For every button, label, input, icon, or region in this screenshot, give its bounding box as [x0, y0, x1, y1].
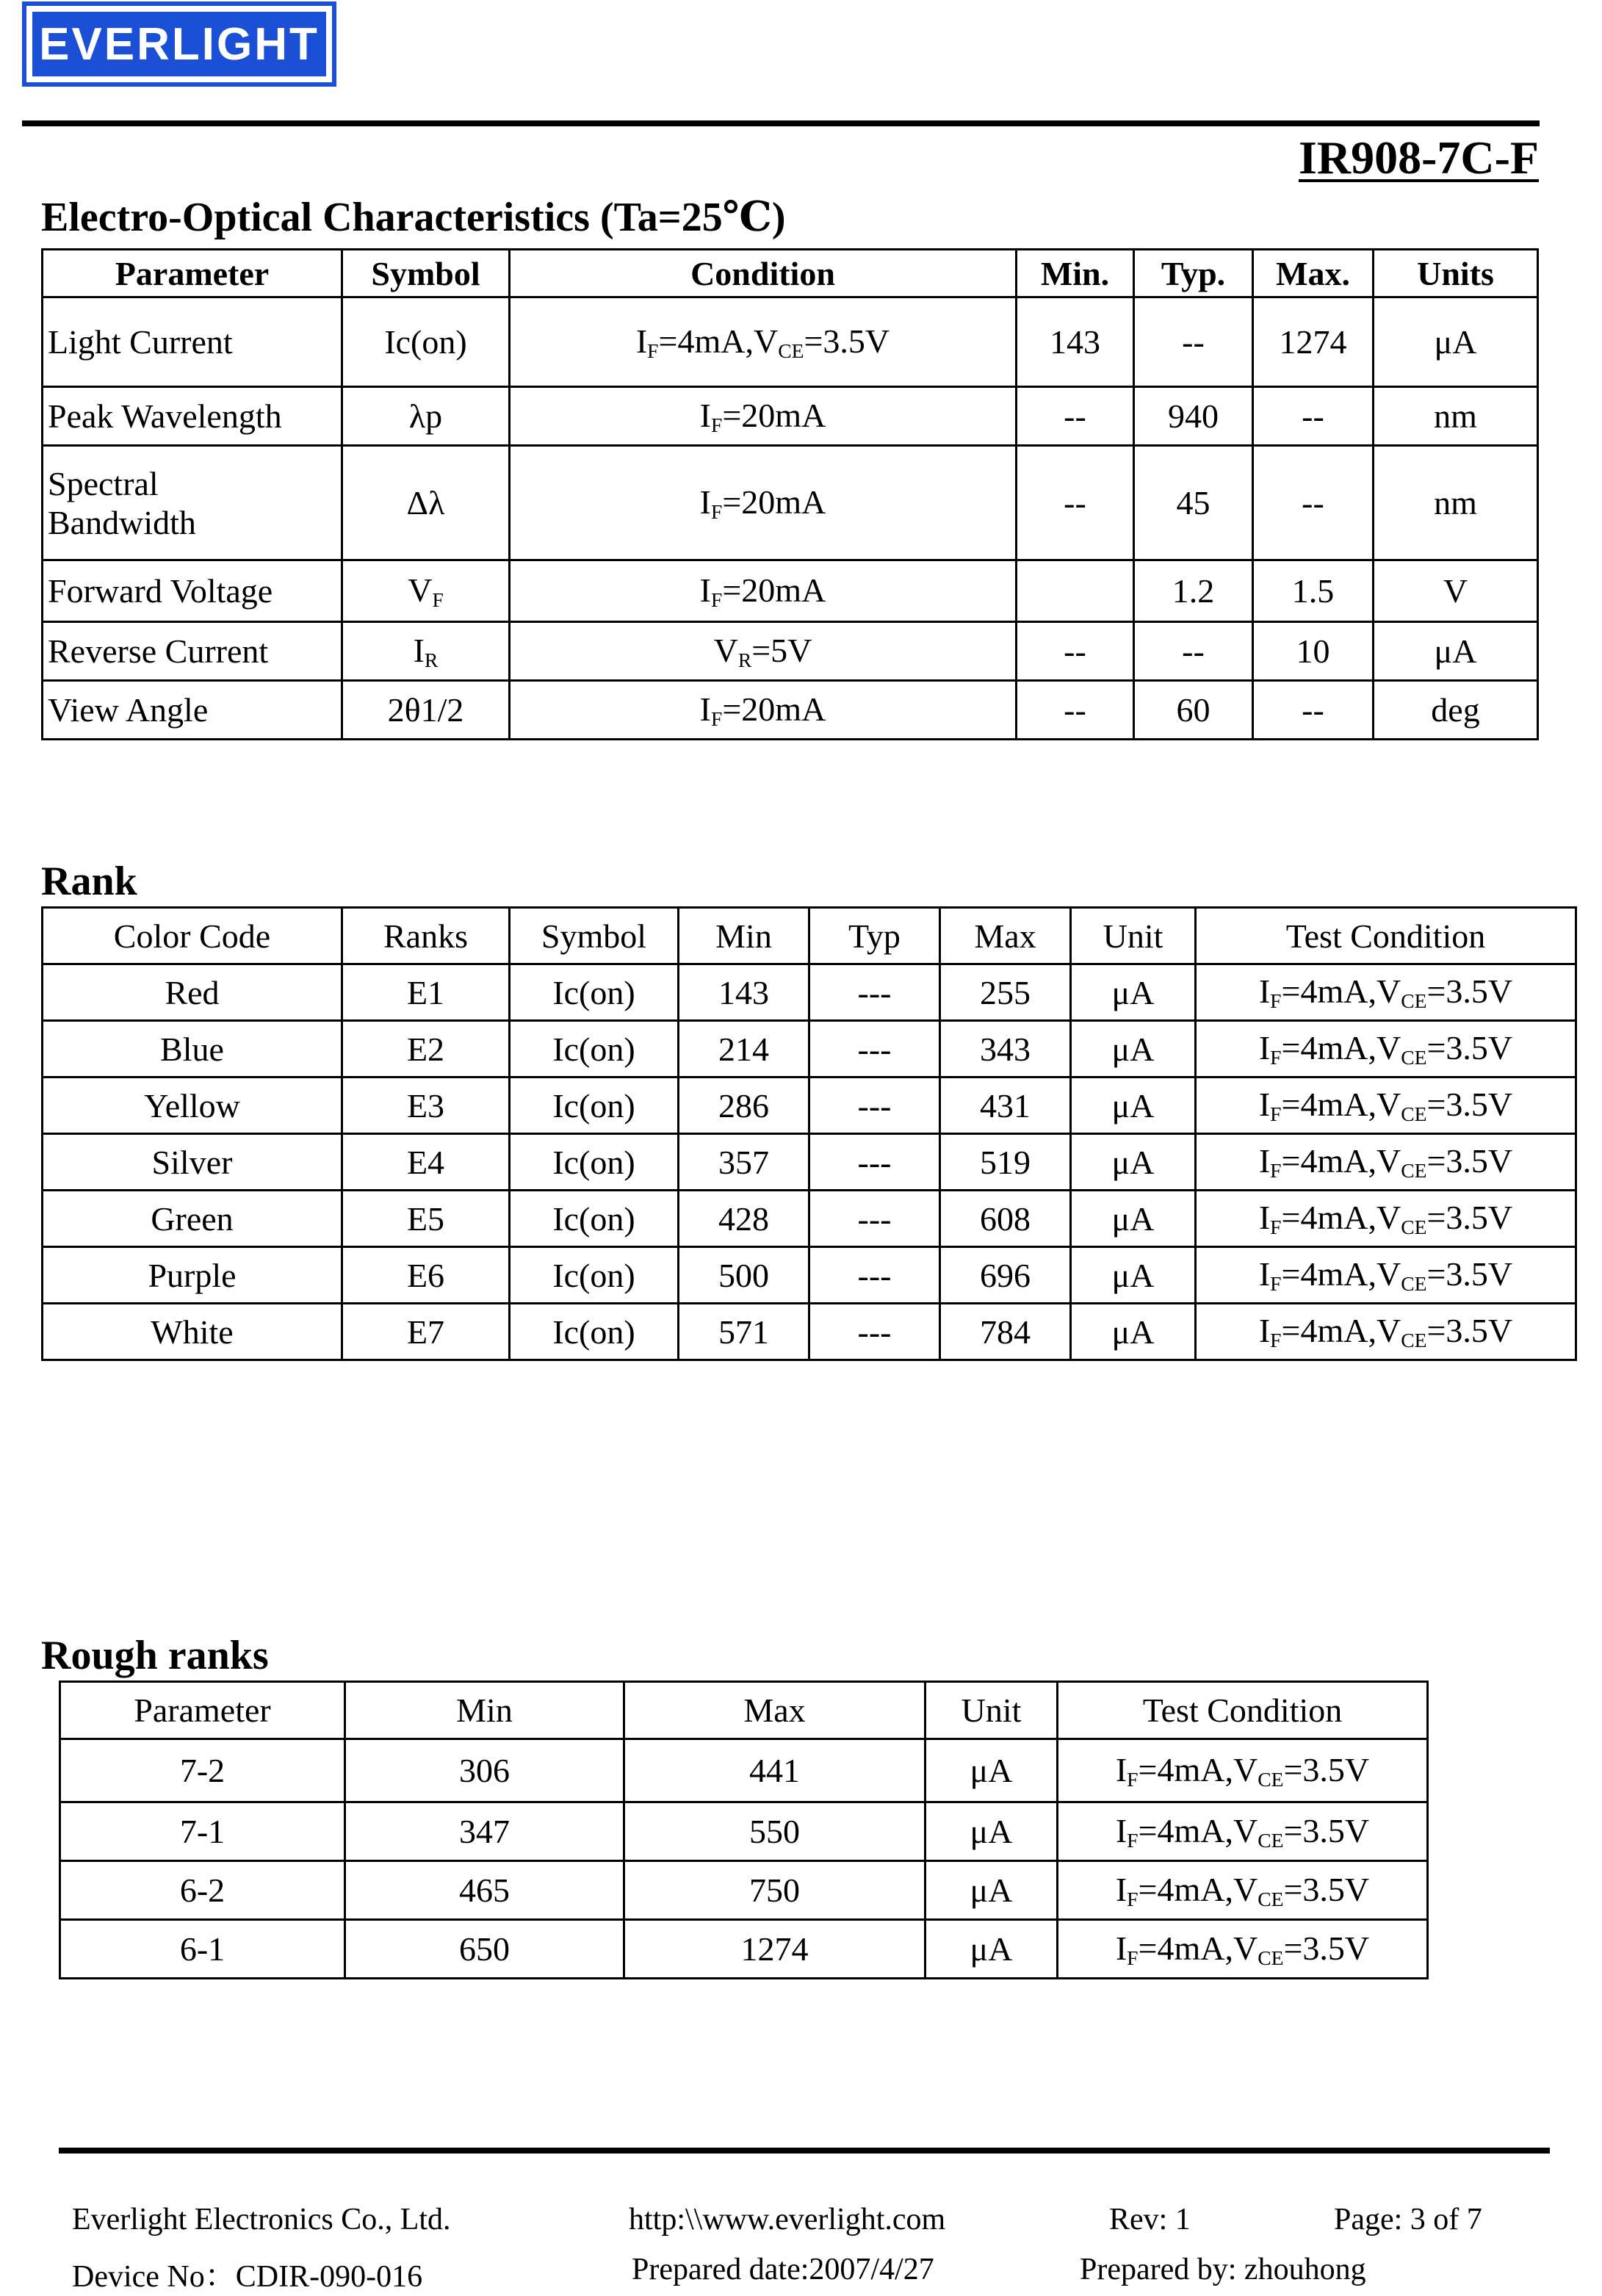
min-cell: 571 — [679, 1304, 809, 1360]
parameter-cell: 7-1 — [60, 1802, 345, 1861]
unit-cell: μA — [1071, 964, 1196, 1021]
rank-table — [41, 906, 1577, 1361]
unit-cell: V — [1374, 560, 1538, 622]
header-cell: Color Code — [43, 908, 342, 964]
test-condition-cell: $I_F=4mA,V_{CE}=3.5V$ — [1196, 964, 1576, 1021]
footer-company: Everlight Electronics Co., Ltd. — [72, 2203, 451, 2237]
rank-cell: E1 — [342, 964, 510, 1021]
max-cell: 519 — [940, 1134, 1071, 1191]
symbol-cell: Ic(on) — [510, 1191, 679, 1247]
header-cell: Min. — [1017, 250, 1134, 297]
symbol-cell: 2θ1/2 — [342, 681, 510, 740]
condition-cell: $I_F=20mA$ — [510, 560, 1017, 622]
min-cell: 465 — [345, 1861, 624, 1920]
min-cell: 143 — [1017, 297, 1134, 387]
header-cell: Symbol — [510, 908, 679, 964]
table-header-row — [43, 250, 1538, 297]
parameter-cell: 6-2 — [60, 1861, 345, 1920]
max-cell: 1274 — [624, 1920, 926, 1979]
typ-cell: 45 — [1134, 446, 1253, 560]
unit-cell: μA — [1071, 1304, 1196, 1360]
header-cell: Typ. — [1134, 250, 1253, 297]
table-row — [60, 1802, 1428, 1861]
max-cell: 441 — [624, 1739, 926, 1802]
test-condition-cell: $I_F=4mA,V_{CE}=3.5V$ — [1196, 1247, 1576, 1304]
color-code-cell: Yellow — [43, 1077, 342, 1134]
min-cell: -- — [1017, 446, 1134, 560]
unit-cell: nm — [1374, 446, 1538, 560]
test-condition-cell: $I_F=4mA,V_{CE}=3.5V$ — [1196, 1077, 1576, 1134]
table-row — [43, 297, 1538, 387]
condition-cell: $I_F=20mA$ — [510, 681, 1017, 740]
header-cell: Test Condition — [1196, 908, 1576, 964]
footer-page: Page: 3 of 7 — [1334, 2203, 1482, 2237]
test-condition-cell: $I_F=4mA,V_{CE}=3.5V$ — [1196, 1021, 1576, 1077]
min-cell: -- — [1017, 622, 1134, 681]
table-row — [43, 560, 1538, 622]
parameter-cell: 7-2 — [60, 1739, 345, 1802]
min-cell: 347 — [345, 1802, 624, 1861]
table-row — [60, 1861, 1428, 1920]
min-cell: 650 — [345, 1920, 624, 1979]
min-cell: 143 — [679, 964, 809, 1021]
table-row — [43, 387, 1538, 446]
typ-cell: --- — [809, 1077, 940, 1134]
unit-cell: μA — [1374, 297, 1538, 387]
typ-cell: --- — [809, 1247, 940, 1304]
max-cell: 784 — [940, 1304, 1071, 1360]
electro-optical-title: Electro-Optical Characteristics (Ta=25℃) — [41, 195, 786, 240]
condition-cell: $I_F=4mA,V_{CE}=3.5V$ — [510, 297, 1017, 387]
header-cell: Max. — [1253, 250, 1374, 297]
max-cell: 10 — [1253, 622, 1374, 681]
parameter-cell: View Angle — [43, 681, 342, 740]
header-cell: Unit — [1071, 908, 1196, 964]
symbol-cell: Ic(on) — [510, 1021, 679, 1077]
min-cell: 357 — [679, 1134, 809, 1191]
header-rule — [22, 120, 1540, 126]
rank-title: Rank — [41, 859, 137, 904]
rank-cell: E3 — [342, 1077, 510, 1134]
header-cell: Parameter — [60, 1682, 345, 1739]
table-row — [43, 1304, 1576, 1360]
rank-cell: E2 — [342, 1021, 510, 1077]
unit-cell: μA — [1071, 1191, 1196, 1247]
table-row — [60, 1920, 1428, 1979]
max-cell: -- — [1253, 681, 1374, 740]
table-row — [43, 964, 1576, 1021]
footer-rev: Rev: 1 — [1109, 2203, 1191, 2237]
max-cell: 1.5 — [1253, 560, 1374, 622]
header-cell: Symbol — [342, 250, 510, 297]
unit-cell: deg — [1374, 681, 1538, 740]
footer-url[interactable]: http:\\www.everlight.com — [629, 2203, 946, 2237]
unit-cell: μA — [1071, 1247, 1196, 1304]
max-cell: 696 — [940, 1247, 1071, 1304]
test-condition-cell: $I_F=4mA,V_{CE}=3.5V$ — [1058, 1920, 1428, 1979]
table-row — [43, 622, 1538, 681]
min-cell: -- — [1017, 681, 1134, 740]
max-cell: 1274 — [1253, 297, 1374, 387]
max-cell: -- — [1253, 446, 1374, 560]
symbol-cell: Ic(on) — [510, 964, 679, 1021]
symbol-cell: Ic(on) — [510, 1077, 679, 1134]
header-cell: Max — [624, 1682, 926, 1739]
header-cell: Min — [345, 1682, 624, 1739]
rank-cell: E6 — [342, 1247, 510, 1304]
symbol-cell: Ic(on) — [510, 1247, 679, 1304]
unit-cell: μA — [1071, 1134, 1196, 1191]
typ-cell: 60 — [1134, 681, 1253, 740]
typ-cell: --- — [809, 1021, 940, 1077]
footer-prepared-by: Prepared by: zhouhong — [1080, 2253, 1366, 2286]
table-row — [43, 446, 1538, 560]
unit-cell: μA — [1071, 1021, 1196, 1077]
min-cell: 306 — [345, 1739, 624, 1802]
header-cell: Min — [679, 908, 809, 964]
min-cell: 214 — [679, 1021, 809, 1077]
table-row — [43, 681, 1538, 740]
color-code-cell: Silver — [43, 1134, 342, 1191]
symbol-cell: Ic(on) — [510, 1304, 679, 1360]
unit-cell: μA — [926, 1739, 1058, 1802]
condition-cell: $V_R=5V$ — [510, 622, 1017, 681]
color-code-cell: Blue — [43, 1021, 342, 1077]
header-cell: Max — [940, 908, 1071, 964]
test-condition-cell: $I_F=4mA,V_{CE}=3.5V$ — [1058, 1861, 1428, 1920]
max-cell: 255 — [940, 964, 1071, 1021]
model-number: IR908-7C-F — [1298, 131, 1539, 184]
symbol-cell: $V_F$ — [342, 560, 510, 622]
test-condition-cell: $I_F=4mA,V_{CE}=3.5V$ — [1196, 1304, 1576, 1360]
test-condition-cell: $I_F=4mA,V_{CE}=3.5V$ — [1196, 1134, 1576, 1191]
typ-cell: --- — [809, 964, 940, 1021]
unit-cell: μA — [926, 1861, 1058, 1920]
test-condition-cell: $I_F=4mA,V_{CE}=3.5V$ — [1058, 1739, 1428, 1802]
color-code-cell: Red — [43, 964, 342, 1021]
symbol-cell: Ic(on) — [342, 297, 510, 387]
rank-cell: E5 — [342, 1191, 510, 1247]
test-condition-cell: $I_F=4mA,V_{CE}=3.5V$ — [1196, 1191, 1576, 1247]
footer-rule — [59, 2148, 1550, 2154]
symbol-cell: Ic(on) — [510, 1134, 679, 1191]
parameter-cell: Light Current — [43, 297, 342, 387]
unit-cell: nm — [1374, 387, 1538, 446]
condition-cell: $I_F=20mA$ — [510, 387, 1017, 446]
header-cell: Unit — [926, 1682, 1058, 1739]
footer-device-no: Device No：CDIR-090-016 — [72, 2260, 423, 2294]
symbol-cell: $I_R$ — [342, 622, 510, 681]
typ-cell: --- — [809, 1134, 940, 1191]
everlight-logo — [22, 1, 336, 87]
symbol-cell: λp — [342, 387, 510, 446]
typ-cell: --- — [809, 1191, 940, 1247]
unit-cell: μA — [926, 1802, 1058, 1861]
max-cell: 750 — [624, 1861, 926, 1920]
header-cell: Condition — [510, 250, 1017, 297]
max-cell: 431 — [940, 1077, 1071, 1134]
condition-cell: $I_F=20mA$ — [510, 446, 1017, 560]
test-condition-cell: $I_F=4mA,V_{CE}=3.5V$ — [1058, 1802, 1428, 1861]
table-row — [43, 1021, 1576, 1077]
table-header-row — [60, 1682, 1428, 1739]
electro-optical-table — [41, 248, 1539, 740]
min-cell: -- — [1017, 387, 1134, 446]
symbol-cell: Δλ — [342, 446, 510, 560]
color-code-cell: White — [43, 1304, 342, 1360]
typ-cell: -- — [1134, 297, 1253, 387]
min-cell — [1017, 560, 1134, 622]
min-cell: 428 — [679, 1191, 809, 1247]
rough-ranks-title: Rough ranks — [41, 1633, 269, 1678]
unit-cell: μA — [926, 1920, 1058, 1979]
table-row — [43, 1134, 1576, 1191]
max-cell: 343 — [940, 1021, 1071, 1077]
parameter-cell: Forward Voltage — [43, 560, 342, 622]
min-cell: 500 — [679, 1247, 809, 1304]
min-cell: 286 — [679, 1077, 809, 1134]
table-row — [60, 1739, 1428, 1802]
header-cell: Test Condition — [1058, 1682, 1428, 1739]
color-code-cell: Green — [43, 1191, 342, 1247]
rank-cell: E4 — [342, 1134, 510, 1191]
parameter-cell: Spectral Bandwidth — [43, 446, 342, 560]
table-row — [43, 1247, 1576, 1304]
header-cell: Parameter — [43, 250, 342, 297]
table-header-row — [43, 908, 1576, 964]
rank-cell: E7 — [342, 1304, 510, 1360]
typ-cell: 940 — [1134, 387, 1253, 446]
table-row — [43, 1191, 1576, 1247]
header-cell: Typ — [809, 908, 940, 964]
unit-cell: μA — [1071, 1077, 1196, 1134]
parameter-cell: Reverse Current — [43, 622, 342, 681]
color-code-cell: Purple — [43, 1247, 342, 1304]
unit-cell: μA — [1374, 622, 1538, 681]
parameter-cell: Peak Wavelength — [43, 387, 342, 446]
logo-text: EVERLIGHT — [32, 12, 326, 76]
max-cell: 550 — [624, 1802, 926, 1861]
footer-prepared-date: Prepared date:2007/4/27 — [632, 2253, 934, 2286]
typ-cell: -- — [1134, 622, 1253, 681]
max-cell: -- — [1253, 387, 1374, 446]
parameter-cell: 6-1 — [60, 1920, 345, 1979]
max-cell: 608 — [940, 1191, 1071, 1247]
typ-cell: 1.2 — [1134, 560, 1253, 622]
header-cell: Units — [1374, 250, 1538, 297]
table-row — [43, 1077, 1576, 1134]
rough-ranks-table — [59, 1681, 1429, 1979]
header-cell: Ranks — [342, 908, 510, 964]
typ-cell: --- — [809, 1304, 940, 1360]
